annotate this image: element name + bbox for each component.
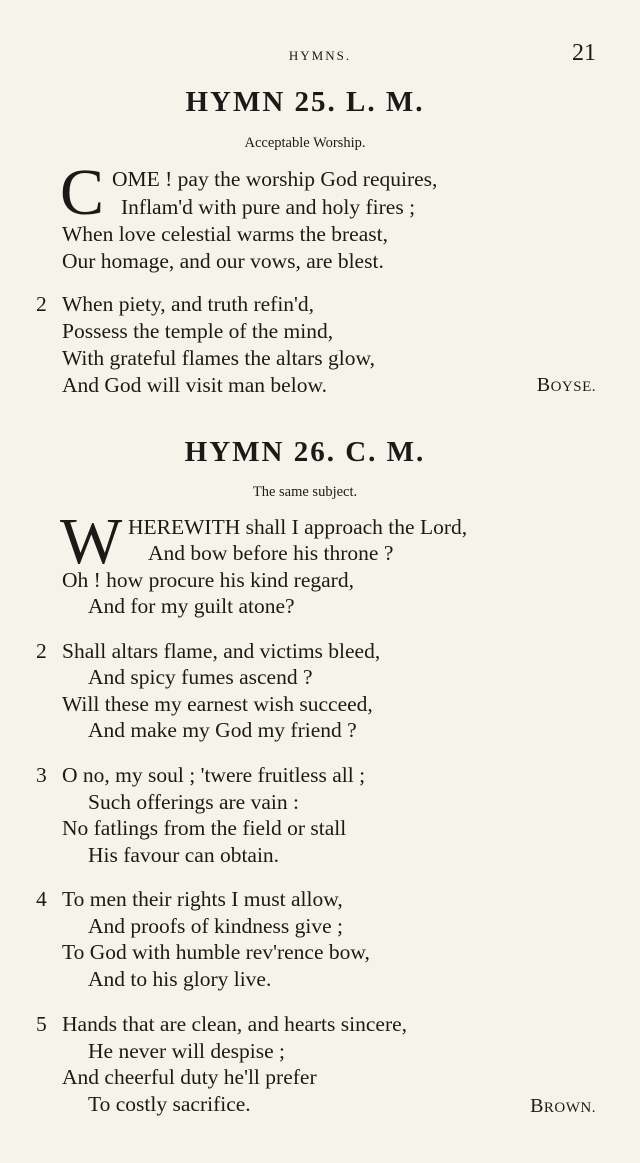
verse-line: Our homage, and our vows, are blest. bbox=[62, 249, 384, 273]
verse-line: No fatlings from the field or stall bbox=[62, 816, 347, 840]
verse-line: Such offerings are vain : bbox=[88, 790, 299, 814]
author-rest: OYSE. bbox=[550, 379, 596, 395]
verse-number: 5 bbox=[36, 1012, 47, 1036]
verse-number: 2 bbox=[36, 292, 47, 316]
verse-line: To costly sacrifice. bbox=[88, 1092, 251, 1116]
verse-number: 3 bbox=[36, 763, 47, 787]
verse-line: And bow before his throne ? bbox=[148, 541, 394, 565]
hymn-25-author bbox=[537, 374, 596, 397]
verse-line: And make my God my friend ? bbox=[88, 718, 357, 742]
verse-line: And proofs of kindness give ; bbox=[88, 914, 343, 938]
verse-line: Possess the temple of the mind, bbox=[62, 319, 334, 343]
verse-line: To men their rights I must allow, bbox=[62, 887, 343, 911]
verse-number: 4 bbox=[36, 887, 47, 911]
running-head: HYMNS. bbox=[288, 48, 352, 63]
author-initial: B bbox=[530, 1095, 544, 1117]
verse-line: When love celestial warms the breast, bbox=[62, 222, 388, 246]
verse-line: And to his glory live. bbox=[88, 967, 272, 991]
hymn-26-title: HYMN 26. C. M. bbox=[184, 436, 426, 468]
verse-line: To God with humble rev'rence bow, bbox=[62, 940, 370, 964]
page-number: 21 bbox=[572, 40, 596, 66]
verse-line: Inflam'd with pure and holy fires ; bbox=[121, 195, 416, 219]
hymn-25-dropcap: C bbox=[60, 156, 105, 229]
verse-line: Shall altars flame, and victims bleed, bbox=[62, 639, 381, 663]
verse-line: Hands that are clean, and hearts sincere, bbox=[62, 1012, 408, 1036]
hymn-25-subject: Acceptable Worship. bbox=[244, 135, 366, 151]
verse-number: 2 bbox=[36, 639, 47, 663]
author-rest: ROWN. bbox=[543, 1100, 596, 1116]
verse-line: His favour can obtain. bbox=[88, 843, 280, 867]
verse-line: And cheerful duty he'll prefer bbox=[62, 1065, 317, 1089]
verse-line: O no, my soul ; 'twere fruitless all ; bbox=[62, 763, 366, 787]
hymn-26-author bbox=[530, 1095, 596, 1118]
verse-line: He never will despise ; bbox=[88, 1039, 286, 1063]
hymn-26-subject: The same subject. bbox=[252, 484, 358, 500]
hymn-26-dropcap: W bbox=[60, 505, 123, 578]
hymn-25-title: HYMN 25. L. M. bbox=[185, 86, 425, 118]
verse-line: With grateful flames the altars glow, bbox=[62, 346, 375, 370]
verse-line: Will these my earnest wish succeed, bbox=[62, 692, 373, 716]
verse-line: And spicy fumes ascend ? bbox=[88, 665, 313, 689]
verse-line: And for my guilt atone? bbox=[88, 594, 295, 618]
author-initial: B bbox=[536, 374, 551, 396]
verse-line: Oh ! how procure his kind regard, bbox=[62, 568, 354, 592]
verse-line: OME ! pay the worship God requires, bbox=[112, 167, 438, 191]
verse-line: And God will visit man below. bbox=[62, 373, 327, 397]
verse-line: When piety, and truth refin'd, bbox=[62, 292, 315, 316]
verse-line: HEREWITH shall I approach the Lord, bbox=[128, 515, 468, 539]
